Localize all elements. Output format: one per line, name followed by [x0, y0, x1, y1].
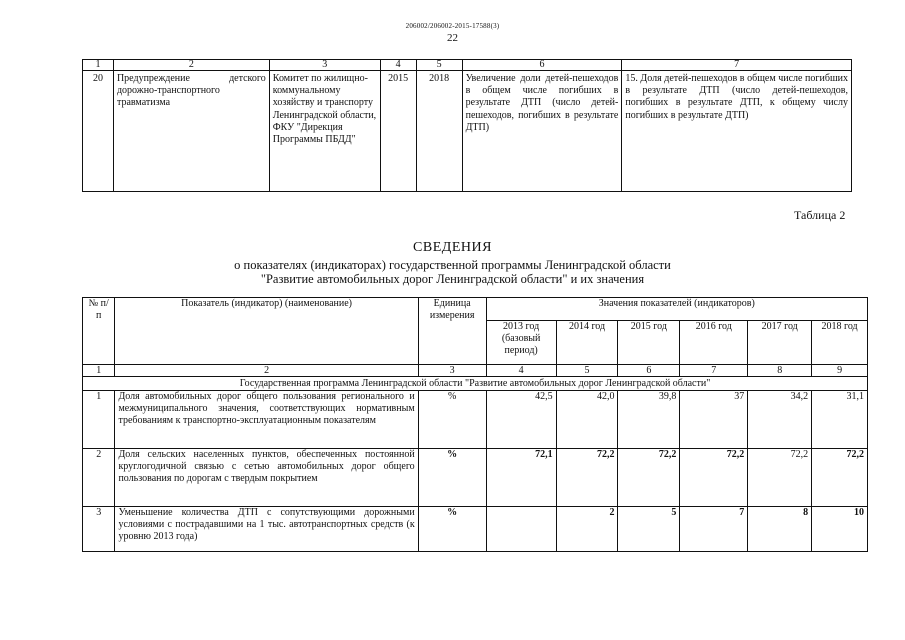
executor: Комитет по жилищно-коммунальному хозяйству и транспорту Ленинградской области, ФКУ "Дирекция Программы ПБДД": [269, 71, 380, 192]
col-number: 6: [462, 60, 622, 71]
value-2016: 7: [680, 507, 748, 552]
value-2014: 72,2: [556, 449, 618, 507]
col-number: 7: [680, 365, 748, 377]
col-number: 2: [113, 60, 269, 71]
row-number: 3: [83, 507, 115, 552]
values-header: Значения показателей (индикаторов): [486, 298, 867, 321]
col-number: 9: [812, 365, 868, 377]
section-subtitle-line2: "Развитие автомобильных дорог Ленинградской области" и их значения: [260, 272, 645, 286]
value-2018: 72,2: [812, 449, 868, 507]
row-number: 1: [83, 391, 115, 449]
value-2017: 34,2: [748, 391, 812, 449]
table-row: [83, 391, 868, 449]
table-row: [83, 507, 868, 552]
indicator-name: Уменьшение количества ДТП с сопутствующими дорожными условиями с пострадавшими на 1 тыс. автотранспортных средств (к уровню 2013 года): [115, 507, 418, 552]
value-2015: 5: [618, 507, 680, 552]
table-row: [83, 449, 868, 507]
value-2018: 31,1: [812, 391, 868, 449]
col-number: 4: [380, 60, 416, 71]
section-subtitle-line1: о показателях (индикаторах) государственной программы Ленинградской области: [234, 258, 671, 272]
indicator-name: Доля автомобильных дорог общего пользования регионального и межмуниципального значения, соответствующих нормативным требованиям к транспортно-эксплуатационным показателям: [115, 391, 418, 449]
value-2018: 10: [812, 507, 868, 552]
year-header: 2013 год (базовый период): [486, 321, 556, 365]
section-title: СВЕДЕНИЯ: [413, 240, 492, 255]
col-number: 1: [83, 60, 114, 71]
document-id: 206002/206002-2015-17588(3): [405, 22, 500, 30]
value-2017: 8: [748, 507, 812, 552]
column-number-row: [83, 365, 868, 377]
page-number: 22: [447, 32, 458, 44]
col-number: 1: [83, 365, 115, 377]
row-number: 2: [83, 449, 115, 507]
col-number: 7: [622, 60, 852, 71]
value-2015: 39,8: [618, 391, 680, 449]
num-header: № п/п: [83, 298, 115, 365]
value-2013: 72,1: [486, 449, 556, 507]
value-2017: 72,2: [748, 449, 812, 507]
year-header: 2018 год: [812, 321, 868, 365]
year-header: 2017 год: [748, 321, 812, 365]
col-number: 8: [748, 365, 812, 377]
end-year: 2018: [416, 71, 462, 192]
col-number: 3: [418, 365, 486, 377]
unit: %: [418, 449, 486, 507]
year-header: 2014 год: [556, 321, 618, 365]
value-2016: 37: [680, 391, 748, 449]
value-2013: 42,5: [486, 391, 556, 449]
year-header: 2015 год: [618, 321, 680, 365]
col-number: 5: [556, 365, 618, 377]
unit-header: Единица измерения: [418, 298, 486, 365]
col-number: 5: [416, 60, 462, 71]
header-row: [83, 298, 868, 321]
program-row: [83, 377, 868, 391]
col-number: 6: [618, 365, 680, 377]
value-2014: 2: [556, 507, 618, 552]
measures-table: [82, 59, 852, 192]
value-2015: 72,2: [618, 449, 680, 507]
year-header: 2016 год: [680, 321, 748, 365]
unit: %: [418, 507, 486, 552]
indicator-name: Доля сельских населенных пунктов, обеспеченных постоянной круглогодичной связью с сетью автомобильных дорог общего пользования по дорогам с твердым покрытием: [115, 449, 418, 507]
table-caption: Таблица 2: [794, 208, 846, 222]
column-number-row: [83, 60, 852, 71]
row-number: 20: [83, 71, 114, 192]
value-2013: [486, 507, 556, 552]
unit: %: [418, 391, 486, 449]
program-name: Государственная программа Ленинградской области "Развитие автомобильных дорог Ленинградской области": [83, 377, 868, 391]
indicators-table: [82, 297, 868, 552]
col-number: 4: [486, 365, 556, 377]
value-2014: 42,0: [556, 391, 618, 449]
indicator-link: 15. Доля детей-пешеходов в общем числе погибших в результате ДТП (число детей-пешеходов, погибших в результате ДТП, к общему числу погибших в результате ДТП): [622, 71, 852, 192]
expected-result: Увеличение доли детей-пешеходов в общем числе погибших в результате ДТП (число детей-пешеходов, погибших в результате ДТП): [462, 71, 622, 192]
col-number: 3: [269, 60, 380, 71]
start-year: 2015: [380, 71, 416, 192]
measure-name: Предупреждение детского дорожно-транспортного травматизма: [113, 71, 269, 192]
indicator-header: Показатель (индикатор) (наименование): [115, 298, 418, 365]
value-2016: 72,2: [680, 449, 748, 507]
col-number: 2: [115, 365, 418, 377]
table-row: [83, 71, 852, 192]
